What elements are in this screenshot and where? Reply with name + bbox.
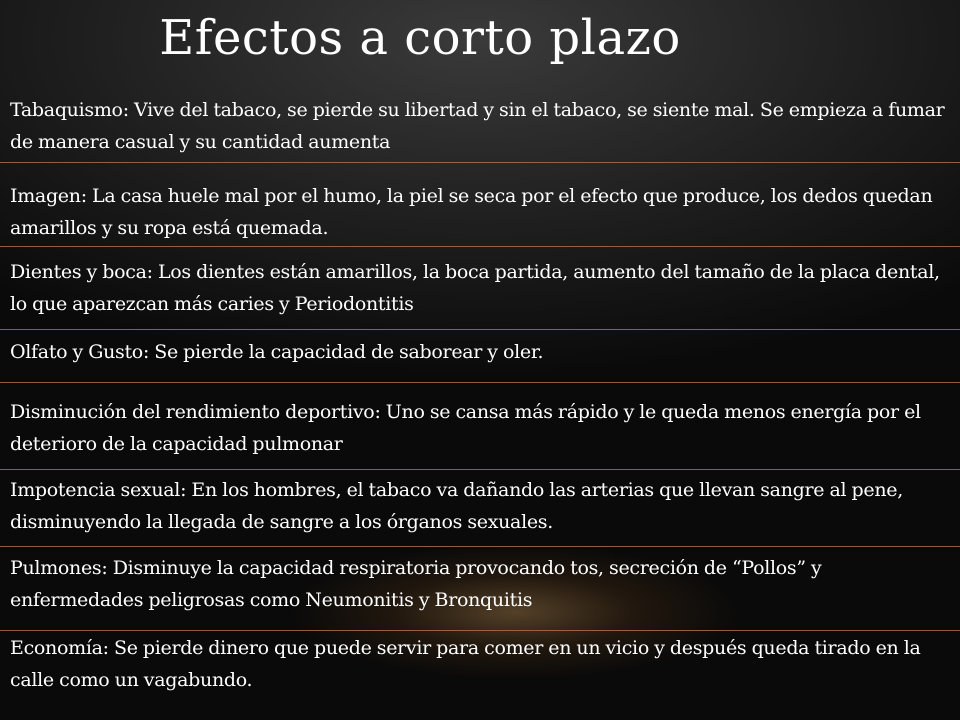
- effect-item-impotencia-sexual: Impotencia sexual: En los hombres, el tabaco va dañando las arterias que llevan sangre al pene, disminuyendo la llegada de sangre a los órganos sexuales.: [10, 479, 903, 533]
- slide-title: Efectos a corto plazo: [159, 10, 681, 66]
- divider: [0, 246, 960, 247]
- effect-item-imagen: Imagen: La casa huele mal por el humo, la piel se seca por el efecto que produce, los dedos quedan amarillos y su ropa está quemada.: [10, 185, 933, 239]
- effect-item-dientes-y-boca: Dientes y boca: Los dientes están amarillos, la boca partida, aumento del tamaño de la placa dental, lo que aparezcan más caries y Periodontitis: [10, 261, 940, 315]
- divider: [0, 469, 960, 470]
- effect-item-rendimiento-deportivo: Disminución del rendimiento deportivo: Uno se cansa más rápido y le queda menos energía por el deterioro de la capacidad pulmonar: [10, 401, 921, 455]
- divider: [0, 630, 960, 631]
- divider: [0, 162, 960, 163]
- effect-item-olfato-y-gusto: Olfato y Gusto: Se pierde la capacidad de saborear y oler.: [10, 341, 544, 363]
- effect-item-economia: Economía: Se pierde dinero que puede servir para comer en un vicio y después queda tirado en la calle como un vagabundo.: [10, 637, 921, 691]
- effect-item-tabaquismo: Tabaquismo: Vive del tabaco, se pierde su libertad y sin el tabaco, se siente mal. Se empieza a fumar de manera casual y su cantidad aumenta: [10, 99, 945, 153]
- divider: [0, 329, 960, 330]
- divider: [0, 546, 960, 547]
- effect-item-pulmones: Pulmones: Disminuye la capacidad respiratoria provocando tos, secreción de “Pollos” y enfermedades peligrosas como Neumonitis y Bronquitis: [10, 557, 822, 611]
- divider: [0, 382, 960, 383]
